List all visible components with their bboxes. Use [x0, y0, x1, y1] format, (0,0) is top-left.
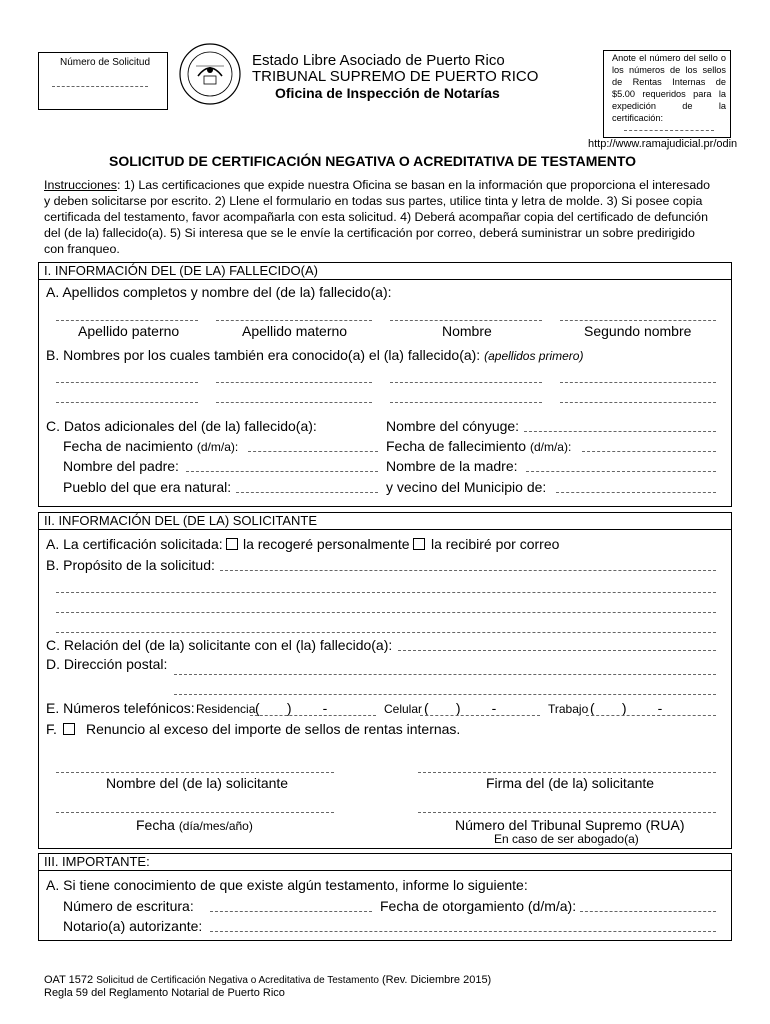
form-title: SOLICITUD DE CERTIFICACIÓN NEGATIVA O ACREDITATIVA DE TESTAMENTO	[109, 153, 637, 169]
fallecimiento-label: Fecha de fallecimiento (d/m/a):	[386, 438, 572, 454]
instructions-line-3: certificada del testamento, favor acompañarla con esta solicitud. 4) Deberá acompañar copia del certificado de defunción	[44, 210, 708, 224]
s2-b-label: B. Propósito de la solicitud:	[46, 557, 215, 573]
apellido-materno-field[interactable]	[216, 320, 372, 321]
fecha-field[interactable]	[56, 812, 334, 813]
rua-label: Número del Tribunal Supremo (RUA)	[455, 817, 685, 833]
otorgamiento-label: Fecha de otorgamiento (d/m/a):	[380, 898, 577, 914]
section-2-heading: II. INFORMACIÓN DEL (DE LA) SOLICITANTE	[38, 512, 732, 530]
s2-d-label: D. Dirección postal:	[46, 656, 168, 672]
section-1-heading: I. INFORMACIÓN DEL (DE LA) FALLECIDO(A)	[38, 262, 732, 280]
instructions-line-4: del (de la) fallecido(a). 5) Si interesa que se le envíe la certificación por correo, deberá suministrar un sobre predirigido	[44, 226, 695, 240]
s1-a-label: A. Apellidos completos y nombre del (de la) fallecido(a):	[46, 284, 392, 300]
proposito-field-2[interactable]	[56, 592, 716, 593]
s2-c-label: C. Relación del (de la) solicitante con el (la) fallecido(a):	[46, 637, 393, 653]
proposito-field-3[interactable]	[56, 612, 716, 613]
col-segundo-nombre: Segundo nombre	[584, 323, 692, 339]
conyuge-label: Nombre del cónyuge:	[386, 418, 520, 434]
header-line2: TRIBUNAL SUPREMO DE PUERTO RICO	[252, 68, 539, 85]
celular-label: Celular	[384, 702, 423, 716]
pueblo-label: Pueblo del que era natural:	[63, 479, 232, 495]
padre-label: Nombre del padre:	[63, 458, 179, 474]
instructions-line-2: y deben solicitarse por escrito. 2) Llene el formulario en todas sus partes, utilice tinta y letra de molde. 3) Si posee copia	[44, 194, 703, 208]
trabajo-field[interactable]	[586, 715, 716, 716]
instructions-line-1: : 1) Las certificaciones que expide nuestra Oficina se basan en la información que proporciona el interesado	[117, 178, 711, 192]
numero-solicitud-field[interactable]	[52, 86, 148, 87]
apellido-paterno-field[interactable]	[56, 320, 198, 321]
otorgamiento-field[interactable]	[580, 911, 716, 912]
pueblo-field[interactable]	[236, 492, 378, 493]
alias-field-1d[interactable]	[560, 382, 716, 383]
direccion-field-1[interactable]	[174, 674, 716, 675]
trabajo-label: Trabajo	[548, 702, 589, 716]
escritura-label: Número de escritura:	[63, 898, 194, 914]
personal-checkbox[interactable]	[226, 538, 238, 550]
header-line3: Oficina de Inspección de Notarías	[275, 85, 500, 101]
residencia-paren: ( ) -	[255, 700, 328, 716]
madre-label: Nombre de la madre:	[386, 458, 518, 474]
correo-checkbox[interactable]	[413, 538, 425, 550]
court-seal-icon	[178, 42, 242, 106]
firma-solicitante-label: Firma del (de la) solicitante	[486, 775, 655, 791]
conyuge-field[interactable]	[524, 431, 716, 432]
url[interactable]: http://www.ramajudicial.pr/odin	[588, 138, 738, 150]
vecino-label: y vecino del Municipio de:	[386, 479, 547, 495]
celular-field[interactable]	[420, 715, 540, 716]
s2-f-label: F.	[46, 721, 57, 737]
col-apellido-materno: Apellido materno	[242, 323, 348, 339]
rua-note: En caso de ser abogado(a)	[494, 832, 639, 846]
alias-field-2c[interactable]	[390, 402, 542, 403]
opt-personal-label: la recogeré personalmente	[243, 536, 410, 552]
footer-line-2: Regla 59 del Reglamento Notarial de Puerto Rico	[44, 987, 285, 999]
alias-field-1a[interactable]	[56, 382, 198, 383]
alias-field-1c[interactable]	[390, 382, 542, 383]
nombre-solicitante-label: Nombre del (de la) solicitante	[106, 775, 289, 791]
padre-field[interactable]	[186, 471, 378, 472]
fecha-label: Fecha (día/mes/año)	[136, 817, 253, 833]
renuncio-checkbox[interactable]	[63, 723, 75, 735]
sello-note: Anote el número del sello o los números de los sellos de Rentas Internas de $5.00 requeridos para la expedición de la certificación:	[612, 53, 726, 123]
footer-line-1: OAT 1572 Solicitud de Certificación Negativa o Acreditativa de Testamento (Rev. Diciembre 2015)	[44, 974, 492, 986]
s2-e-label: E. Números telefónicos:	[46, 700, 195, 716]
segundo-nombre-field[interactable]	[560, 320, 716, 321]
madre-field[interactable]	[526, 471, 716, 472]
fallecimiento-field[interactable]	[582, 451, 716, 452]
instructions-label: Instrucciones	[44, 178, 118, 192]
vecino-field[interactable]	[556, 492, 716, 493]
s1-c-label: C. Datos adicionales del (de la) fallecido(a):	[46, 418, 317, 434]
rua-field[interactable]	[418, 812, 716, 813]
relacion-field[interactable]	[398, 650, 716, 651]
alias-field-2b[interactable]	[216, 402, 372, 403]
firma-solicitante-field[interactable]	[418, 772, 716, 773]
renuncio-text: Renuncio al exceso del importe de sellos de rentas internas.	[86, 721, 461, 737]
section-3-heading: III. IMPORTANTE:	[38, 853, 732, 871]
nacimiento-label: Fecha de nacimiento (d/m/a):	[63, 438, 239, 454]
alias-field-2a[interactable]	[56, 402, 198, 403]
instructions-line-5: con franqueo.	[44, 242, 120, 256]
s3-a-label: A. Si tiene conocimiento de que existe algún testamento, informe lo siguiente:	[46, 877, 528, 893]
direccion-field-2[interactable]	[174, 694, 716, 695]
notario-field[interactable]	[210, 931, 716, 932]
alias-field-1b[interactable]	[216, 382, 372, 383]
celular-paren: ( ) -	[424, 700, 497, 716]
alias-field-2d[interactable]	[560, 402, 716, 403]
col-nombre: Nombre	[442, 323, 492, 339]
nacimiento-field[interactable]	[248, 451, 378, 452]
proposito-field-4[interactable]	[56, 632, 716, 633]
residencia-label: Residencia	[196, 702, 256, 716]
numero-solicitud-label: Número de Solicitud	[60, 57, 151, 68]
instructions	[44, 177, 728, 257]
notario-label: Notario(a) autorizante:	[63, 918, 203, 934]
sello-field[interactable]	[624, 130, 714, 131]
col-apellido-paterno: Apellido paterno	[78, 323, 180, 339]
header-line1: Estado Libre Asociado de Puerto Rico	[252, 52, 505, 69]
s1-b-label: B. Nombres por los cuales también era conocido(a) el (la) fallecido(a): (apellidos primero)	[46, 347, 584, 363]
opt-correo-label: la recibiré por correo	[431, 536, 560, 552]
nombre-solicitante-field[interactable]	[56, 772, 334, 773]
escritura-field[interactable]	[210, 911, 372, 912]
residencia-field[interactable]	[250, 715, 376, 716]
s2-a-label: A. La certificación solicitada:	[46, 536, 223, 552]
nombre-field[interactable]	[390, 320, 542, 321]
proposito-field-1[interactable]	[220, 570, 716, 571]
trabajo-paren: ( ) -	[590, 700, 663, 716]
